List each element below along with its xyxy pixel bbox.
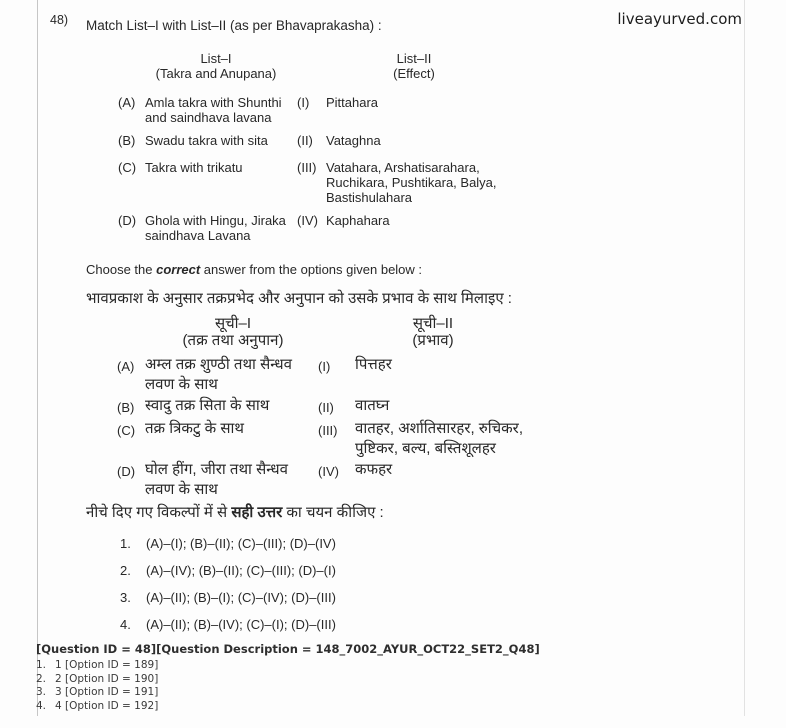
row-item: स्वादु तक्र सिता के साथ <box>145 397 270 414</box>
watermark: liveayurved.com <box>617 10 742 28</box>
footer-option-text: 3 [Option ID = 191] <box>55 686 159 698</box>
row-label: (C) <box>118 160 137 175</box>
row-item: अम्ल तक्र शुण्ठी तथा सैन्धव लवण के साथ <box>145 356 292 393</box>
row-numeral: (III) <box>318 423 338 438</box>
question-metadata: [Question ID = 48][Question Description = 148_7002_AYUR_OCT22_SET2_Q48] <box>36 642 540 656</box>
option-number: 3. <box>120 590 131 605</box>
row-label: (D) <box>117 464 136 479</box>
choose-bold-en: correct <box>156 262 201 277</box>
list2-header-hi <box>378 315 488 349</box>
row-numeral: (IV) <box>318 464 339 479</box>
footer-option-text: 4 [Option ID = 192] <box>55 700 159 712</box>
match-row-en-a <box>118 95 516 125</box>
row-item: Takra with trikatu <box>145 160 243 175</box>
row-effect: वातघ्न <box>355 397 390 414</box>
footer-option-number: 3. <box>36 686 47 698</box>
row-effect: Pittahara <box>326 95 379 110</box>
choose-suffix-en: answer from the options given below : <box>200 262 423 277</box>
choose-bold-hi: सही उत्तर <box>231 504 283 521</box>
answer-option-3 <box>120 590 336 605</box>
match-row-en-b <box>118 133 516 148</box>
footer-option-number: 1. <box>36 659 47 671</box>
row-numeral: (I) <box>318 359 331 374</box>
row-label: (B) <box>117 400 135 415</box>
row-numeral: (III) <box>297 160 317 175</box>
option-number: 1. <box>120 536 131 551</box>
row-effect: वातहर, अर्शातिसारहर, रुचिकर, पुष्टिकर, बल्य, बस्तिशूलहर <box>355 420 523 457</box>
list1-title-hi: सूची–I <box>214 315 252 332</box>
row-item: घोल हींग, जीरा तथा सैन्धव लवण के साथ <box>145 461 288 498</box>
list2-title-en: List–II <box>396 51 432 66</box>
option-text: (A)–(IV); (B)–(II); (C)–(III); (D)–(I) <box>146 563 336 578</box>
list1-title-en: List–I <box>200 51 232 66</box>
option-text: (A)–(I); (B)–(II); (C)–(III); (D)–(IV) <box>146 536 336 551</box>
footer-option-number: 4. <box>36 700 47 712</box>
match-row-en-d <box>118 213 516 243</box>
match-row-en-c <box>118 160 516 205</box>
option-text: (A)–(II); (B)–(IV); (C)–(I); (D)–(III) <box>146 617 336 632</box>
answer-option-2 <box>120 563 336 578</box>
row-item: Swadu takra with sita <box>145 133 268 148</box>
choose-instruction-en <box>86 262 422 277</box>
list2-header-en <box>359 52 469 81</box>
row-label: (B) <box>118 133 136 148</box>
option-text: (A)–(II); (B)–(I); (C)–(IV); (D)–(III) <box>146 590 336 605</box>
question-prompt-hi: भावप्रकाश के अनुसार तक्रप्रभेद और अनुपान को उसके प्रभाव के साथ मिलाइए : <box>86 290 512 307</box>
list2-subtitle-hi: (प्रभाव) <box>412 332 454 349</box>
footer-option-1 <box>36 659 158 671</box>
page-right-border <box>744 0 745 716</box>
footer-option-text: 2 [Option ID = 190] <box>55 673 159 685</box>
row-numeral: (I) <box>297 95 310 110</box>
row-effect: पित्तहर <box>355 356 392 373</box>
list1-subtitle-hi: (तक्र तथा अनुपान) <box>182 332 284 349</box>
row-effect: Vatahara, Arshatisarahara, Ruchikara, Pushtikara, Balya, Bastishulahara <box>326 160 497 205</box>
row-item: Amla takra with Shunthi and saindhava lavana <box>145 95 282 125</box>
row-numeral: (II) <box>318 400 334 415</box>
footer-option-4 <box>36 700 158 712</box>
option-number: 2. <box>120 563 131 578</box>
row-label: (A) <box>117 359 135 374</box>
footer-option-number: 2. <box>36 673 47 685</box>
footer-option-3 <box>36 686 158 698</box>
choose-prefix-en: Choose the <box>86 262 157 277</box>
page-left-border <box>37 0 38 716</box>
list1-header-hi <box>143 315 323 349</box>
row-item: तक्र त्रिकटु के साथ <box>145 420 244 437</box>
row-label: (D) <box>118 213 137 228</box>
list1-header-en <box>131 52 301 81</box>
row-numeral: (II) <box>297 133 313 148</box>
choose-prefix-hi: नीचे दिए गए विकल्पों में से <box>86 504 232 521</box>
row-effect: Vataghna <box>326 133 381 148</box>
match-row-hi-b <box>117 396 570 418</box>
match-row-hi-d <box>117 460 570 499</box>
row-effect: Kaphahara <box>326 213 390 228</box>
footer-option-2 <box>36 673 158 685</box>
list1-subtitle-en: (Takra and Anupana) <box>155 65 277 81</box>
row-label: (A) <box>118 95 136 110</box>
match-row-hi-c <box>117 419 570 458</box>
row-effect: कफहर <box>355 461 393 478</box>
row-label: (C) <box>117 423 136 438</box>
row-numeral: (IV) <box>297 213 318 228</box>
row-item: Ghola with Hingu, Jiraka saindhava Lavana <box>145 213 286 243</box>
answer-option-4 <box>120 617 336 632</box>
option-number: 4. <box>120 617 131 632</box>
question-prompt-en: Match List–I with List–II (as per Bhavaprakasha) : <box>86 18 382 33</box>
list2-title-hi: सूची–II <box>412 315 454 332</box>
match-row-hi-a <box>117 355 570 394</box>
question-number: 48) <box>50 13 69 27</box>
choose-suffix-hi: का चयन कीजिए : <box>282 504 384 521</box>
choose-instruction-hi <box>86 502 384 522</box>
footer-option-text: 1 [Option ID = 189] <box>55 659 159 671</box>
answer-option-1 <box>120 536 336 551</box>
list2-subtitle-en: (Effect) <box>393 65 435 81</box>
